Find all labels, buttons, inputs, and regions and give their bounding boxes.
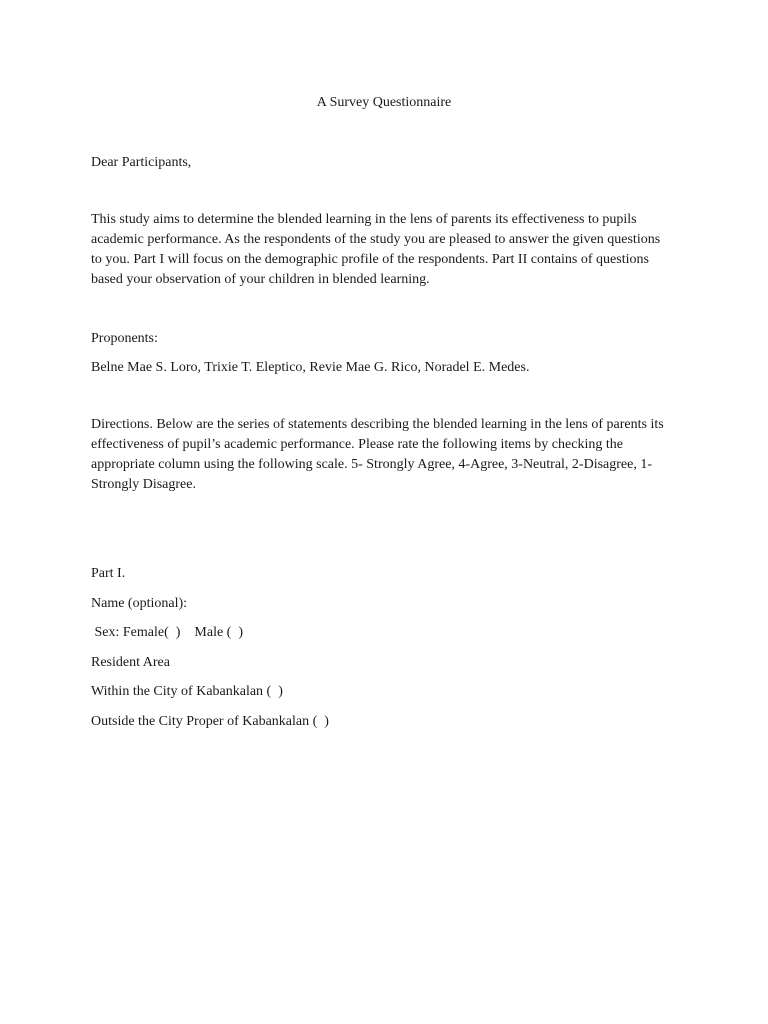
document-title: A Survey Questionnaire bbox=[316, 95, 452, 110]
name-field-label: Name (optional): bbox=[91, 596, 188, 611]
directions-paragraph: Directions. Below are the series of statements describing the blended learning in the lens of parents its effectiveness of pupil’s academic performance. Please rate the following items by checking the appropriate column using the following scale. 5- Strongly Agree, 4-Agree, 3-Neutral, 2-Disagree, 1-Strongly Disagree. bbox=[91, 417, 664, 492]
proponents-label: Proponents: bbox=[91, 331, 158, 346]
outside-city-option: Outside the City Proper of Kabankalan ( ) bbox=[91, 714, 329, 729]
salutation: Dear Participants, bbox=[91, 155, 192, 170]
resident-area-label: Resident Area bbox=[91, 655, 170, 670]
part1-heading: Part I. bbox=[91, 566, 126, 581]
proponents-names: Belne Mae S. Loro, Trixie T. Eleptico, Revie Mae G. Rico, Noradel E. Medes. bbox=[91, 360, 530, 375]
intro-paragraph: This study aims to determine the blended learning in the lens of parents its effectiveness to pupils academic performance. As the respondents of the study you are pleased to answer the given questions to you. Part I will focus on the demographic profile of the respondents. Part II contains of questions based your observation of your children in blended learning. bbox=[91, 212, 661, 287]
sex-field-label: Sex: Female( ) Male ( ) bbox=[91, 625, 244, 640]
within-city-option: Within the City of Kabankalan ( ) bbox=[91, 684, 283, 699]
